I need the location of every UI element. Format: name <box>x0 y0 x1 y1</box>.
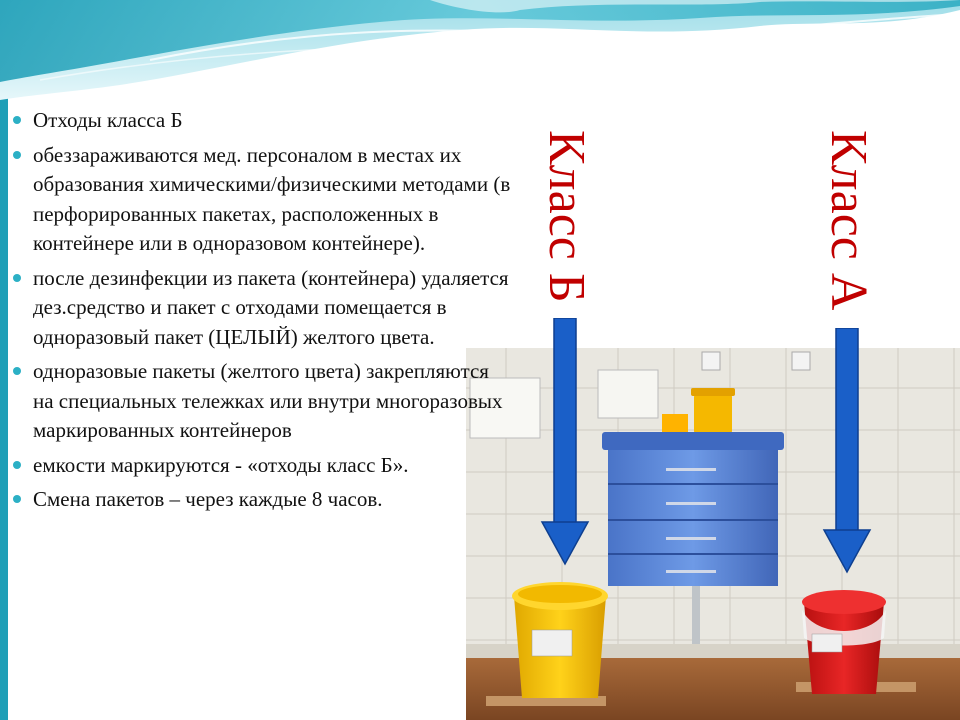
arrow-down-icon <box>822 328 872 574</box>
bullet-item <box>13 141 513 259</box>
bullet-text: обеззараживаются мед. персоналом в местах их образования химическими/физическими методами (в перфорированных пакетах, расположенных в контейнере или в одноразовом контейнере). <box>33 142 511 255</box>
bullet-text: Отходы класса Б <box>33 108 183 132</box>
bullet-text: емкости маркируются - «отходы класс Б». <box>33 452 409 477</box>
bullet-text: Смена пакетов – через каждые 8 часов. <box>33 487 383 511</box>
bullet-item <box>13 264 513 353</box>
bullet-item <box>13 451 513 481</box>
arrow-down-icon <box>540 318 590 566</box>
bullet-item <box>13 357 513 446</box>
bullet-dot-icon <box>13 495 21 503</box>
bullet-list <box>13 106 513 520</box>
bullet-item <box>13 106 513 136</box>
label-class-a: Класс А <box>820 130 877 311</box>
bullet-text: одноразовые пакеты (желтого цвета) закрепляются на специальных тележках или внутри многоразовых маркированных контейнеров <box>33 359 503 442</box>
bullet-dot-icon <box>13 151 21 159</box>
bullet-dot-icon <box>13 274 21 282</box>
decorative-wave-header <box>0 0 960 120</box>
bullet-dot-icon <box>13 116 21 124</box>
label-class-b: Класс Б <box>538 130 595 303</box>
bullet-dot-icon <box>13 367 21 375</box>
bullet-dot-icon <box>13 461 21 469</box>
bullet-item <box>13 485 513 515</box>
bullet-text: после дезинфекции из пакета (контейнера) удаляется дез.средство и пакет с отходами помещается в одноразовый пакет (ЦЕЛЫЙ) желтого цвета. <box>33 265 509 349</box>
